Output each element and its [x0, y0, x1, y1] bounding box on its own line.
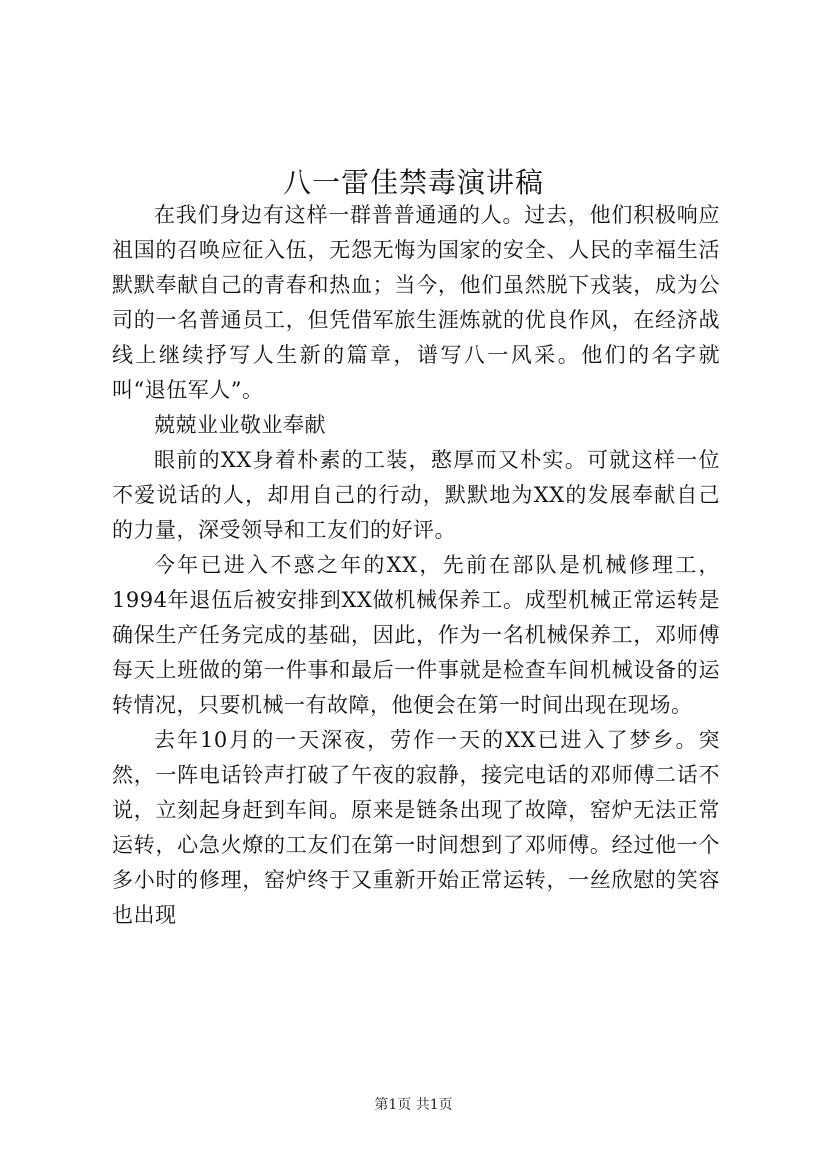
document-title: 八一雷佳禁毒演讲稿 [282, 165, 544, 199]
page-number-footer: 第1页 共1页 [374, 1097, 453, 1113]
paragraph-description: 眼前的XX身着朴素的工装，憨厚而又朴实。可就这样一位不爱说话的人，却用自己的行动，默默地为XX的发展奉献自己的力量，深受领导和工友们的好评。 [112, 448, 720, 542]
paragraph-story: 去年10月的一天深夜，劳作一天的XX已进入了梦乡。突然，一阵电话铃声打破了午夜的寂静，接完电话的邓师傅二话不说，立刻起身赶到车间。原来是链条出现了故障，窑炉无法正常运转，心急火燎的工友们在第一时间想到了邓师傅。经过他一个多小时的修理，窑炉终于又重新开始正常运转，一丝欣慰的笑容也出现 [112, 728, 720, 927]
paragraph-intro: 在我们身边有这样一群普普通通的人。过去，他们积极响应祖国的召唤应征入伍，无怨无悔为国家的安全、人民的幸福生活默默奉献自己的青春和热血；当今，他们虽然脱下戎装，成为公司的一名普通员工，但凭借军旅生涯炼就的优良作风，在经济战线上继续抒写人生新的篇章，谱写八一风采。他们的名字就叫“退伍军人”。 [112, 203, 720, 402]
section-heading: 兢兢业业敬业奉献 [154, 413, 326, 437]
paragraph-background: 今年已进入不惑之年的XX，先前在部队是机械修理工，1994年退伍后被安排到XX做机械保养工。成型机械正常运转是确保生产任务完成的基础，因此，作为一名机械保养工，邓师傅每天上班做的第一件事和最后一件事就是检查车间机械设备的运转情况，只要机械一有故障，他便会在第一时间出现在现场。 [112, 553, 720, 717]
document-body [112, 198, 720, 933]
